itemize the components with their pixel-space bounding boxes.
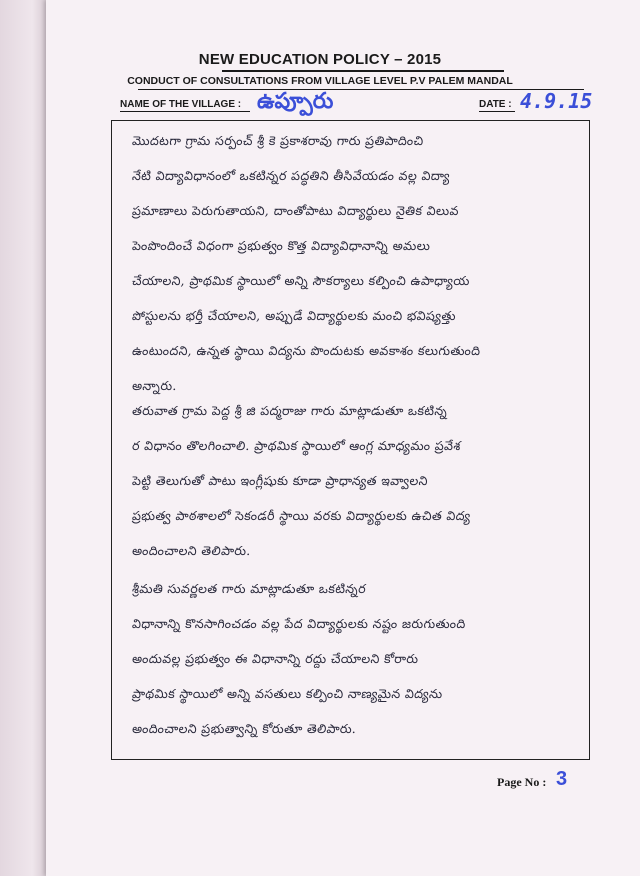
handwritten-line: పెంపొందించే విధంగా ప్రభుత్వం కొత్త విద్యావిధానాన్ని అమలు <box>131 238 432 253</box>
handwritten-line: నేటి విద్యావిధానంలో ఒకటిన్నర పద్ధతిని తీసివేయడం వల్ల విద్యా <box>131 168 451 183</box>
handwritten-line: తరువాత గ్రామ పెద్ద శ్రీ జి పద్మరాజు గారు మాట్లాడుతూ ఒకటిన్న <box>131 403 449 418</box>
page-number-handwritten: 3 <box>556 768 568 790</box>
handwritten-line: విధానాన్ని కొనసాగించడం వల్ల పేద విద్యార్థులకు నష్టం జరుగుతుంది <box>131 616 467 631</box>
handwritten-line: ప్రభుత్వ పాఠశాలలో సెకండరీ స్థాయి వరకు విద్యార్థులకు ఉచిత విద్య <box>131 508 472 523</box>
village-label: NAME OF THE VILLAGE : <box>120 99 242 110</box>
village-label-underline <box>120 111 250 112</box>
handwritten-line: పోస్టులను భర్తీ చేయాలని, అప్పుడే విద్యార్థులకు మంచి భవిష్యత్తు <box>131 308 457 323</box>
handwritten-body-box <box>111 120 590 760</box>
scan-left-margin <box>0 0 46 876</box>
handwritten-line: ప్రాథమిక స్థాయిలో అన్ని వసతులు కల్పించి నాణ్యమైన విద్యను <box>131 686 444 701</box>
subtitle-underline <box>138 89 584 90</box>
handwritten-line: ఉంటుందని, ఉన్నత స్థాయి విద్యను పొందుటకు అవకాశం కలుగుతుంది <box>131 343 482 358</box>
handwritten-line: అందించాలని తెలిపారు. <box>131 543 252 558</box>
handwritten-line: అన్నారు. <box>131 378 178 393</box>
document-subtitle: CONDUCT OF CONSULTATIONS FROM VILLAGE LEVEL P.V PALEM MANDAL <box>127 75 513 87</box>
handwritten-line: ప్రమాణాలు పెరుగుతాయని, దాంతోపాటు విద్యార్థులు నైతిక విలువ <box>131 203 460 218</box>
page-number-label: Page No : <box>497 775 547 789</box>
document-title: NEW EDUCATION POLICY – 2015 <box>198 51 442 68</box>
handwritten-line: పెట్టి తెలుగుతో పాటు ఇంగ్లీషుకు కూడా ప్రాధాన్యత ఇవ్వాలని <box>131 473 429 488</box>
handwritten-line: ర విధానం తొలగించాలి. ప్రాథమిక స్థాయిలో ఆంగ్ల మాధ్యమం ప్రవేశ <box>131 438 462 453</box>
title-underline <box>222 70 504 72</box>
village-name-handwritten: ఉప్పూరు <box>257 88 334 114</box>
date-handwritten: 4.9.15 <box>520 89 593 113</box>
date-label: DATE : <box>479 99 512 110</box>
handwritten-line: అందించాలని ప్రభుత్వాన్ని కోరుతూ తెలిపారు. <box>131 721 358 736</box>
handwritten-line: చేయాలని, ప్రాథమిక స్థాయిలో అన్ని సౌకర్యాలు కల్పించి ఉపాధ్యాయ <box>131 273 471 288</box>
handwritten-line: శ్రీమతి సువర్ణలత గారు మాట్లాడుతూ ఒకటిన్నర <box>131 581 367 596</box>
handwritten-line: అందువల్ల ప్రభుత్వం ఈ విధానాన్ని రద్దు చేయాలని కోరారు <box>131 651 420 666</box>
date-label-underline <box>479 111 515 112</box>
handwritten-line: మొదటగా గ్రామ సర్పంచ్ శ్రీ కె ప్రకాశరావు గారు ప్రతిపాదించి <box>131 133 425 148</box>
